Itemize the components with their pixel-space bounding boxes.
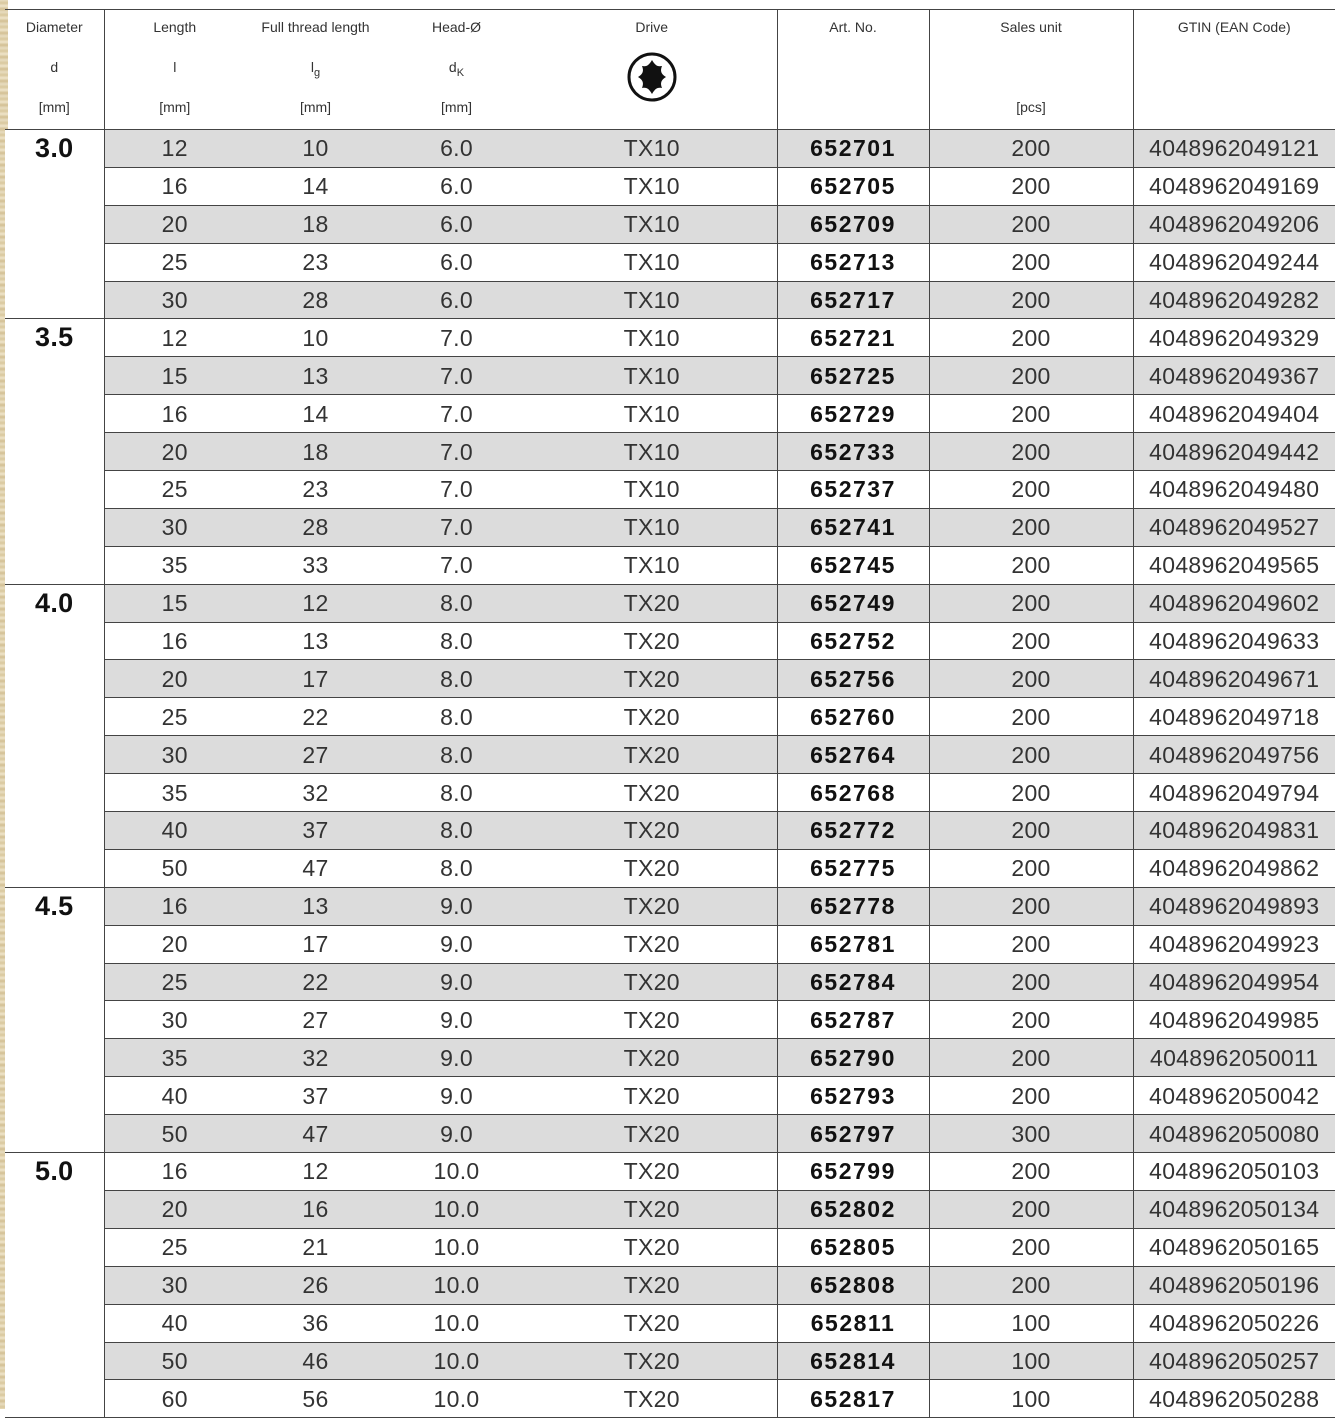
length-cell: 50	[104, 1115, 245, 1153]
table-row	[5, 774, 1335, 812]
sales-unit-cell: 200	[929, 584, 1133, 622]
drive-cell: TX20	[527, 1266, 777, 1304]
gtin-cell: 4048962050134	[1133, 1190, 1335, 1228]
art-no-cell: 652784	[777, 963, 929, 1001]
gtin-cell: 4048962049329	[1133, 319, 1335, 357]
drive-cell: TX20	[527, 1153, 777, 1191]
product-spec-table	[5, 9, 1335, 1418]
drive-cell: TX20	[527, 1342, 777, 1380]
head-diameter-cell: 7.0	[386, 546, 527, 584]
table-row	[5, 812, 1335, 850]
sales-unit-cell: 100	[929, 1304, 1133, 1342]
length-cell: 15	[104, 584, 245, 622]
table-row	[5, 130, 1335, 168]
art-no-cell: 652778	[777, 887, 929, 925]
sales-unit-cell: 200	[929, 1077, 1133, 1115]
table-row	[5, 1266, 1335, 1304]
length-cell: 60	[104, 1380, 245, 1418]
head-diameter-cell: 10.0	[386, 1380, 527, 1418]
length-cell: 12	[104, 319, 245, 357]
table-row	[5, 243, 1335, 281]
head-diameter-cell: 7.0	[386, 433, 527, 471]
head-diameter-cell: 9.0	[386, 1001, 527, 1039]
sales-unit-cell: 200	[929, 1228, 1133, 1266]
gtin-cell: 4048962049954	[1133, 963, 1335, 1001]
drive-cell: TX20	[527, 1039, 777, 1077]
head-diameter-cell: 6.0	[386, 130, 527, 168]
length-cell: 16	[104, 887, 245, 925]
drive-cell: TX20	[527, 1228, 777, 1266]
art-no-cell: 652741	[777, 508, 929, 546]
gtin-cell: 4048962049893	[1133, 887, 1335, 925]
diameter-cell: 4.0	[5, 584, 104, 887]
table-body	[5, 130, 1335, 1418]
art-no-cell: 652717	[777, 281, 929, 319]
gtin-cell: 4048962049794	[1133, 774, 1335, 812]
thread-length-cell: 10	[245, 130, 386, 168]
art-no-cell: 652764	[777, 736, 929, 774]
length-cell: 20	[104, 660, 245, 698]
sales-unit-cell: 200	[929, 774, 1133, 812]
art-no-cell: 652760	[777, 698, 929, 736]
table-row	[5, 963, 1335, 1001]
art-no-cell: 652705	[777, 167, 929, 205]
header-length: Length l [mm]	[104, 10, 245, 130]
head-diameter-cell: 8.0	[386, 812, 527, 850]
length-cell: 35	[104, 546, 245, 584]
sales-unit-cell: 200	[929, 395, 1133, 433]
drive-cell: TX20	[527, 660, 777, 698]
thread-length-cell: 37	[245, 1077, 386, 1115]
thread-length-cell: 32	[245, 774, 386, 812]
length-cell: 30	[104, 1001, 245, 1039]
table-row	[5, 357, 1335, 395]
thread-length-cell: 47	[245, 1115, 386, 1153]
thread-length-cell: 26	[245, 1266, 386, 1304]
thread-length-cell: 17	[245, 925, 386, 963]
header-full-thread-length: Full thread length $l_g$ [mm]	[245, 10, 386, 130]
header-head-diameter: Head-Ø $d_K$ [mm]	[386, 10, 527, 130]
gtin-cell: 4048962049671	[1133, 660, 1335, 698]
art-no-cell: 652749	[777, 584, 929, 622]
drive-cell: TX10	[527, 357, 777, 395]
sales-unit-cell: 200	[929, 357, 1133, 395]
length-cell: 25	[104, 698, 245, 736]
art-no-cell: 652745	[777, 546, 929, 584]
thread-length-cell: 27	[245, 1001, 386, 1039]
length-cell: 30	[104, 508, 245, 546]
art-no-cell: 652793	[777, 1077, 929, 1115]
gtin-cell: 4048962049206	[1133, 205, 1335, 243]
art-no-cell: 652772	[777, 812, 929, 850]
length-cell: 20	[104, 433, 245, 471]
thread-length-cell: 36	[245, 1304, 386, 1342]
thread-length-cell: 12	[245, 1153, 386, 1191]
head-diameter-cell: 8.0	[386, 736, 527, 774]
art-no-cell: 652797	[777, 1115, 929, 1153]
head-diameter-cell: 7.0	[386, 319, 527, 357]
head-diameter-cell: 8.0	[386, 698, 527, 736]
length-cell: 20	[104, 925, 245, 963]
gtin-cell: 4048962049367	[1133, 357, 1335, 395]
thread-length-cell: 27	[245, 736, 386, 774]
head-diameter-cell: 10.0	[386, 1266, 527, 1304]
thread-length-cell: 14	[245, 395, 386, 433]
thread-length-cell: 12	[245, 584, 386, 622]
drive-cell: TX10	[527, 243, 777, 281]
sales-unit-cell: 200	[929, 736, 1133, 774]
art-no-cell: 652709	[777, 205, 929, 243]
sales-unit-cell: 200	[929, 243, 1133, 281]
drive-cell: TX20	[527, 1380, 777, 1418]
length-cell: 40	[104, 812, 245, 850]
thread-length-cell: 18	[245, 433, 386, 471]
gtin-cell: 4048962049718	[1133, 698, 1335, 736]
head-diameter-cell: 8.0	[386, 584, 527, 622]
thread-length-cell: 13	[245, 357, 386, 395]
sales-unit-cell: 100	[929, 1342, 1133, 1380]
drive-cell: TX10	[527, 130, 777, 168]
gtin-cell: 4048962049480	[1133, 471, 1335, 509]
sales-unit-cell: 200	[929, 508, 1133, 546]
sales-unit-cell: 200	[929, 660, 1133, 698]
sales-unit-cell: 200	[929, 319, 1133, 357]
head-diameter-cell: 10.0	[386, 1304, 527, 1342]
drive-cell: TX20	[527, 1077, 777, 1115]
gtin-cell: 4048962050257	[1133, 1342, 1335, 1380]
head-diameter-cell: 8.0	[386, 774, 527, 812]
table-row	[5, 1153, 1335, 1191]
art-no-cell: 652805	[777, 1228, 929, 1266]
drive-cell: TX20	[527, 887, 777, 925]
sales-unit-cell: 200	[929, 167, 1133, 205]
drive-cell: TX20	[527, 774, 777, 812]
art-no-cell: 652799	[777, 1153, 929, 1191]
head-diameter-cell: 6.0	[386, 205, 527, 243]
head-diameter-cell: 7.0	[386, 471, 527, 509]
table-row	[5, 433, 1335, 471]
sales-unit-cell: 200	[929, 546, 1133, 584]
art-no-cell: 652721	[777, 319, 929, 357]
sales-unit-cell: 200	[929, 887, 1133, 925]
art-no-cell: 652781	[777, 925, 929, 963]
gtin-cell: 4048962049831	[1133, 812, 1335, 850]
header-row	[5, 10, 1335, 130]
sales-unit-cell: 200	[929, 471, 1133, 509]
length-cell: 25	[104, 471, 245, 509]
art-no-cell: 652768	[777, 774, 929, 812]
art-no-cell: 652775	[777, 849, 929, 887]
sales-unit-cell: 200	[929, 1190, 1133, 1228]
thread-length-cell: 23	[245, 243, 386, 281]
drive-cell: TX10	[527, 281, 777, 319]
head-diameter-cell: 6.0	[386, 167, 527, 205]
table-row	[5, 660, 1335, 698]
drive-cell: TX20	[527, 925, 777, 963]
drive-cell: TX10	[527, 433, 777, 471]
table-row	[5, 887, 1335, 925]
art-no-cell: 652790	[777, 1039, 929, 1077]
table-row	[5, 1077, 1335, 1115]
length-cell: 25	[104, 243, 245, 281]
table-row	[5, 849, 1335, 887]
drive-cell: TX20	[527, 698, 777, 736]
header-diameter: Diameter d [mm]	[5, 10, 104, 130]
length-cell: 35	[104, 774, 245, 812]
table-row	[5, 471, 1335, 509]
length-cell: 16	[104, 395, 245, 433]
thread-length-cell: 46	[245, 1342, 386, 1380]
drive-cell: TX10	[527, 546, 777, 584]
drive-cell: TX20	[527, 736, 777, 774]
thread-length-cell: 16	[245, 1190, 386, 1228]
art-no-cell: 652725	[777, 357, 929, 395]
art-no-cell: 652811	[777, 1304, 929, 1342]
header-sales-unit: Sales unit [pcs]	[929, 10, 1133, 130]
gtin-cell: 4048962049985	[1133, 1001, 1335, 1039]
thread-length-cell: 10	[245, 319, 386, 357]
thread-length-cell: 23	[245, 471, 386, 509]
length-cell: 50	[104, 849, 245, 887]
head-diameter-cell: 9.0	[386, 887, 527, 925]
drive-cell: TX20	[527, 963, 777, 1001]
length-cell: 16	[104, 622, 245, 660]
sales-unit-cell: 200	[929, 925, 1133, 963]
torx-star-icon	[626, 51, 678, 103]
gtin-cell: 4048962049404	[1133, 395, 1335, 433]
table-row	[5, 508, 1335, 546]
gtin-cell: 4048962049923	[1133, 925, 1335, 963]
table-row	[5, 1342, 1335, 1380]
header-gtin: GTIN (EAN Code)	[1133, 10, 1335, 130]
art-no-cell: 652701	[777, 130, 929, 168]
thread-length-cell: 28	[245, 281, 386, 319]
art-no-cell: 652713	[777, 243, 929, 281]
head-diameter-cell: 10.0	[386, 1153, 527, 1191]
thread-length-cell: 14	[245, 167, 386, 205]
table-row	[5, 1304, 1335, 1342]
sales-unit-cell: 200	[929, 698, 1133, 736]
gtin-cell: 4048962049527	[1133, 508, 1335, 546]
table-row	[5, 205, 1335, 243]
gtin-cell: 4048962050011	[1133, 1039, 1335, 1077]
sales-unit-cell: 200	[929, 849, 1133, 887]
head-diameter-cell: 7.0	[386, 508, 527, 546]
art-no-cell: 652729	[777, 395, 929, 433]
drive-cell: TX10	[527, 471, 777, 509]
thread-length-cell: 32	[245, 1039, 386, 1077]
diameter-cell: 3.0	[5, 130, 104, 319]
thread-length-cell: 56	[245, 1380, 386, 1418]
art-no-cell: 652752	[777, 622, 929, 660]
drive-cell: TX20	[527, 1190, 777, 1228]
art-no-cell: 652756	[777, 660, 929, 698]
length-cell: 20	[104, 1190, 245, 1228]
length-cell: 12	[104, 130, 245, 168]
art-no-cell: 652808	[777, 1266, 929, 1304]
gtin-cell: 4048962050288	[1133, 1380, 1335, 1418]
head-diameter-cell: 9.0	[386, 1115, 527, 1153]
length-cell: 25	[104, 1228, 245, 1266]
drive-cell: TX20	[527, 812, 777, 850]
gtin-cell: 4048962050042	[1133, 1077, 1335, 1115]
sales-unit-cell: 300	[929, 1115, 1133, 1153]
table-row	[5, 698, 1335, 736]
table-row	[5, 1190, 1335, 1228]
gtin-cell: 4048962049862	[1133, 849, 1335, 887]
head-diameter-cell: 8.0	[386, 849, 527, 887]
table-row	[5, 1039, 1335, 1077]
head-diameter-cell: 9.0	[386, 1077, 527, 1115]
drive-cell: TX20	[527, 1001, 777, 1039]
gtin-cell: 4048962050226	[1133, 1304, 1335, 1342]
sales-unit-cell: 200	[929, 1001, 1133, 1039]
head-diameter-cell: 6.0	[386, 243, 527, 281]
art-no-cell: 652817	[777, 1380, 929, 1418]
sales-unit-cell: 200	[929, 130, 1133, 168]
thread-length-cell: 22	[245, 963, 386, 1001]
drive-cell: TX10	[527, 167, 777, 205]
drive-cell: TX20	[527, 849, 777, 887]
head-diameter-cell: 8.0	[386, 622, 527, 660]
length-cell: 40	[104, 1077, 245, 1115]
gtin-cell: 4048962049756	[1133, 736, 1335, 774]
gtin-cell: 4048962050103	[1133, 1153, 1335, 1191]
thread-length-cell: 47	[245, 849, 386, 887]
thread-length-cell: 22	[245, 698, 386, 736]
sales-unit-cell: 200	[929, 622, 1133, 660]
art-no-cell: 652737	[777, 471, 929, 509]
head-diameter-cell: 10.0	[386, 1228, 527, 1266]
drive-cell: TX10	[527, 319, 777, 357]
header-drive: Drive	[527, 10, 777, 130]
sales-unit-cell: 200	[929, 812, 1133, 850]
thread-length-cell: 33	[245, 546, 386, 584]
head-diameter-cell: 10.0	[386, 1190, 527, 1228]
sales-unit-cell: 200	[929, 205, 1133, 243]
length-cell: 16	[104, 1153, 245, 1191]
sales-unit-cell: 100	[929, 1380, 1133, 1418]
sales-unit-cell: 200	[929, 1266, 1133, 1304]
drive-cell: TX10	[527, 508, 777, 546]
gtin-cell: 4048962049169	[1133, 167, 1335, 205]
table-row	[5, 546, 1335, 584]
sales-unit-cell: 200	[929, 433, 1133, 471]
sales-unit-cell: 200	[929, 963, 1133, 1001]
thread-length-cell: 37	[245, 812, 386, 850]
sales-unit-cell: 200	[929, 1153, 1133, 1191]
gtin-cell: 4048962049244	[1133, 243, 1335, 281]
head-diameter-cell: 9.0	[386, 925, 527, 963]
gtin-cell: 4048962049442	[1133, 433, 1335, 471]
gtin-cell: 4048962049282	[1133, 281, 1335, 319]
head-diameter-cell: 9.0	[386, 1039, 527, 1077]
head-diameter-cell: 7.0	[386, 395, 527, 433]
length-cell: 30	[104, 281, 245, 319]
table-row	[5, 167, 1335, 205]
table-row	[5, 1001, 1335, 1039]
drive-cell: TX20	[527, 584, 777, 622]
thread-length-cell: 28	[245, 508, 386, 546]
length-cell: 30	[104, 736, 245, 774]
art-no-cell: 652802	[777, 1190, 929, 1228]
diameter-cell: 4.5	[5, 887, 104, 1152]
art-no-cell: 652787	[777, 1001, 929, 1039]
table-row	[5, 1380, 1335, 1418]
head-diameter-cell: 8.0	[386, 660, 527, 698]
drive-cell: TX10	[527, 395, 777, 433]
gtin-cell: 4048962049121	[1133, 130, 1335, 168]
thread-length-cell: 13	[245, 887, 386, 925]
gtin-cell: 4048962049565	[1133, 546, 1335, 584]
length-cell: 30	[104, 1266, 245, 1304]
table-row	[5, 1115, 1335, 1153]
length-cell: 50	[104, 1342, 245, 1380]
table-row	[5, 1228, 1335, 1266]
length-cell: 15	[104, 357, 245, 395]
gtin-cell: 4048962049602	[1133, 584, 1335, 622]
drive-cell: TX20	[527, 1304, 777, 1342]
drive-cell: TX10	[527, 205, 777, 243]
gtin-cell: 4048962050196	[1133, 1266, 1335, 1304]
sales-unit-cell: 200	[929, 281, 1133, 319]
table-row	[5, 736, 1335, 774]
diameter-cell: 5.0	[5, 1153, 104, 1418]
table-row	[5, 395, 1335, 433]
table-row	[5, 925, 1335, 963]
sales-unit-cell: 200	[929, 1039, 1133, 1077]
diameter-cell: 3.5	[5, 319, 104, 584]
head-diameter-cell: 6.0	[386, 281, 527, 319]
length-cell: 35	[104, 1039, 245, 1077]
table-row	[5, 584, 1335, 622]
head-diameter-cell: 9.0	[386, 963, 527, 1001]
gtin-cell: 4048962050165	[1133, 1228, 1335, 1266]
art-no-cell: 652814	[777, 1342, 929, 1380]
header-art-no: Art. No.	[777, 10, 929, 130]
thread-length-cell: 17	[245, 660, 386, 698]
head-diameter-cell: 10.0	[386, 1342, 527, 1380]
length-cell: 40	[104, 1304, 245, 1342]
art-no-cell: 652733	[777, 433, 929, 471]
length-cell: 20	[104, 205, 245, 243]
head-diameter-cell: 7.0	[386, 357, 527, 395]
gtin-cell: 4048962049633	[1133, 622, 1335, 660]
table-row	[5, 622, 1335, 660]
thread-length-cell: 13	[245, 622, 386, 660]
gtin-cell: 4048962050080	[1133, 1115, 1335, 1153]
length-cell: 16	[104, 167, 245, 205]
thread-length-cell: 18	[245, 205, 386, 243]
length-cell: 25	[104, 963, 245, 1001]
thread-length-cell: 21	[245, 1228, 386, 1266]
table-row	[5, 319, 1335, 357]
table-row	[5, 281, 1335, 319]
drive-cell: TX20	[527, 622, 777, 660]
drive-cell: TX20	[527, 1115, 777, 1153]
